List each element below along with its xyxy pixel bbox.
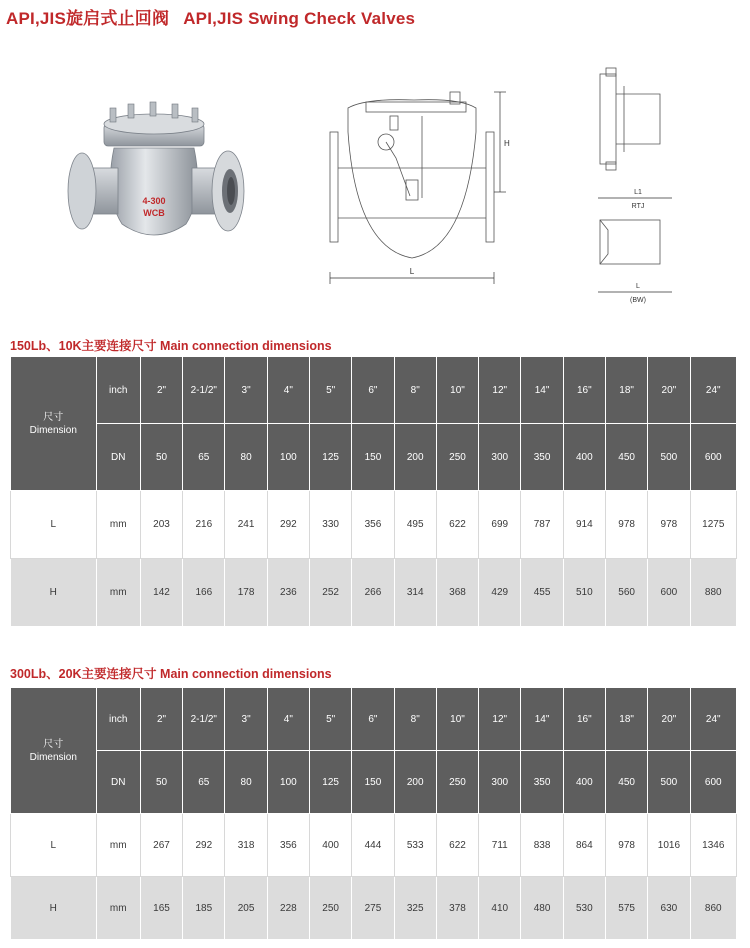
inch-cell: 3" <box>225 357 267 424</box>
dn-cell: 350 <box>521 424 563 491</box>
dn-cell: 450 <box>605 424 647 491</box>
dn-unit: DN <box>96 424 140 491</box>
value-cell: 400 <box>310 814 352 877</box>
value-cell: 600 <box>648 559 690 627</box>
dimension-table-150lb <box>10 356 737 627</box>
value-cell: 860 <box>690 877 736 940</box>
value-cell: 630 <box>648 877 690 940</box>
inch-row <box>11 357 737 424</box>
value-cell: 267 <box>140 814 182 877</box>
side-section-drawing <box>326 88 510 288</box>
h-row <box>11 877 737 940</box>
value-cell: 330 <box>310 491 352 559</box>
value-cell: 978 <box>605 814 647 877</box>
height-label: H <box>504 139 510 148</box>
dn-row <box>11 424 737 491</box>
value-cell: 368 <box>436 559 478 627</box>
dn-cell: 80 <box>225 424 267 491</box>
value-cell: 250 <box>310 877 352 940</box>
valve-photo <box>64 96 254 276</box>
dn-cell: 250 <box>436 751 478 814</box>
dn-cell: 50 <box>140 424 182 491</box>
inch-cell: 20" <box>648 357 690 424</box>
value-cell: 216 <box>183 491 225 559</box>
inch-cell: 2" <box>140 688 182 751</box>
inch-unit: inch <box>96 357 140 424</box>
dn-cell: 400 <box>563 751 605 814</box>
inch-cell: 5" <box>310 357 352 424</box>
value-cell: 914 <box>563 491 605 559</box>
dn-unit: DN <box>96 751 140 814</box>
value-cell: 699 <box>479 491 521 559</box>
inch-cell: 18" <box>605 688 647 751</box>
inch-cell: 8" <box>394 357 436 424</box>
value-cell: 205 <box>225 877 267 940</box>
inch-cell: 16" <box>563 357 605 424</box>
value-cell: 864 <box>563 814 605 877</box>
dimension-header-cn: 尺寸 <box>43 411 64 423</box>
value-cell: 241 <box>225 491 267 559</box>
value-cell: 228 <box>267 877 309 940</box>
value-cell: 356 <box>267 814 309 877</box>
l-row <box>11 491 737 559</box>
value-cell: 236 <box>267 559 309 627</box>
dn-cell: 350 <box>521 751 563 814</box>
title-en: API,JIS Swing Check Valves <box>183 9 416 28</box>
value-cell: 318 <box>225 814 267 877</box>
marking-rating: 4-300 <box>142 196 166 206</box>
inch-cell: 20" <box>648 688 690 751</box>
value-cell: 787 <box>521 491 563 559</box>
dimension-table-300lb <box>10 687 737 940</box>
value-cell: 495 <box>394 491 436 559</box>
inch-cell: 2" <box>140 357 182 424</box>
dimension-header-en: Dimension <box>29 751 77 763</box>
title-cn: API,JIS旋启式止回阀 <box>6 9 170 28</box>
l1-label: L1 <box>634 189 642 196</box>
row-unit: mm <box>96 559 140 627</box>
dn-cell: 65 <box>183 424 225 491</box>
value-cell: 203 <box>140 491 182 559</box>
value-cell: 356 <box>352 491 394 559</box>
row-label: H <box>11 877 97 940</box>
dn-cell: 500 <box>648 751 690 814</box>
dn-cell: 100 <box>267 751 309 814</box>
row-label: L <box>11 491 97 559</box>
dn-cell: 600 <box>690 751 736 814</box>
dn-cell: 400 <box>563 424 605 491</box>
dn-cell: 150 <box>352 751 394 814</box>
inch-cell: 8" <box>394 688 436 751</box>
length-label: L <box>409 267 415 276</box>
value-cell: 978 <box>605 491 647 559</box>
inch-cell: 10" <box>436 688 478 751</box>
value-cell: 575 <box>605 877 647 940</box>
value-cell: 166 <box>183 559 225 627</box>
row-unit: mm <box>96 814 140 877</box>
inch-cell: 18" <box>605 357 647 424</box>
bw-label: (BW) <box>630 297 646 304</box>
inch-cell: 14" <box>521 357 563 424</box>
dn-cell: 125 <box>310 751 352 814</box>
dn-cell: 300 <box>479 424 521 491</box>
value-cell: 560 <box>605 559 647 627</box>
inch-cell: 2-1/2" <box>183 357 225 424</box>
l-label: L <box>636 283 640 290</box>
value-cell: 838 <box>521 814 563 877</box>
row-label: H <box>11 559 97 627</box>
dimension-header <box>11 688 97 814</box>
value-cell: 533 <box>394 814 436 877</box>
dn-cell: 200 <box>394 751 436 814</box>
dimension-header-cn: 尺寸 <box>43 738 64 750</box>
value-cell: 178 <box>225 559 267 627</box>
dn-cell: 500 <box>648 424 690 491</box>
value-cell: 1346 <box>690 814 736 877</box>
page-title <box>6 4 415 29</box>
inch-cell: 12" <box>479 357 521 424</box>
value-cell: 480 <box>521 877 563 940</box>
rtj-label: RTJ <box>631 203 645 210</box>
dn-cell: 50 <box>140 751 182 814</box>
value-cell: 1275 <box>690 491 736 559</box>
value-cell: 292 <box>183 814 225 877</box>
dn-cell: 100 <box>267 424 309 491</box>
dn-cell: 125 <box>310 424 352 491</box>
dn-cell: 65 <box>183 751 225 814</box>
value-cell: 252 <box>310 559 352 627</box>
inch-cell: 6" <box>352 357 394 424</box>
row-label: L <box>11 814 97 877</box>
inch-cell: 2-1/2" <box>183 688 225 751</box>
inch-cell: 5" <box>310 688 352 751</box>
value-cell: 444 <box>352 814 394 877</box>
value-cell: 1016 <box>648 814 690 877</box>
h-row <box>11 559 737 627</box>
value-cell: 622 <box>436 491 478 559</box>
dn-cell: 150 <box>352 424 394 491</box>
inch-cell: 4" <box>267 688 309 751</box>
dn-cell: 80 <box>225 751 267 814</box>
inch-cell: 16" <box>563 688 605 751</box>
dimension-header <box>11 357 97 491</box>
value-cell: 880 <box>690 559 736 627</box>
marking-material: WCB <box>143 208 165 218</box>
inch-row <box>11 688 737 751</box>
value-cell: 429 <box>479 559 521 627</box>
row-unit: mm <box>96 877 140 940</box>
inch-cell: 10" <box>436 357 478 424</box>
inch-cell: 6" <box>352 688 394 751</box>
value-cell: 510 <box>563 559 605 627</box>
value-cell: 314 <box>394 559 436 627</box>
inch-cell: 4" <box>267 357 309 424</box>
end-type-drawing <box>590 64 680 304</box>
value-cell: 455 <box>521 559 563 627</box>
section-title-150lb: 150Lb、10K主要连接尺寸 Main connection dimensions <box>10 339 332 353</box>
section-title-300lb: 300Lb、20K主要连接尺寸 Main connection dimensions <box>10 667 332 681</box>
dn-cell: 450 <box>605 751 647 814</box>
value-cell: 530 <box>563 877 605 940</box>
inch-cell: 24" <box>690 688 736 751</box>
value-cell: 266 <box>352 559 394 627</box>
value-cell: 622 <box>436 814 478 877</box>
dn-cell: 250 <box>436 424 478 491</box>
l-row <box>11 814 737 877</box>
value-cell: 978 <box>648 491 690 559</box>
value-cell: 410 <box>479 877 521 940</box>
value-cell: 292 <box>267 491 309 559</box>
dimension-header-en: Dimension <box>29 424 77 436</box>
inch-cell: 12" <box>479 688 521 751</box>
inch-cell: 14" <box>521 688 563 751</box>
dn-cell: 200 <box>394 424 436 491</box>
dn-cell: 300 <box>479 751 521 814</box>
value-cell: 325 <box>394 877 436 940</box>
inch-cell: 3" <box>225 688 267 751</box>
dn-row <box>11 751 737 814</box>
value-cell: 165 <box>140 877 182 940</box>
value-cell: 142 <box>140 559 182 627</box>
value-cell: 711 <box>479 814 521 877</box>
inch-unit: inch <box>96 688 140 751</box>
row-unit: mm <box>96 491 140 559</box>
value-cell: 378 <box>436 877 478 940</box>
dn-cell: 600 <box>690 424 736 491</box>
value-cell: 185 <box>183 877 225 940</box>
value-cell: 275 <box>352 877 394 940</box>
inch-cell: 24" <box>690 357 736 424</box>
